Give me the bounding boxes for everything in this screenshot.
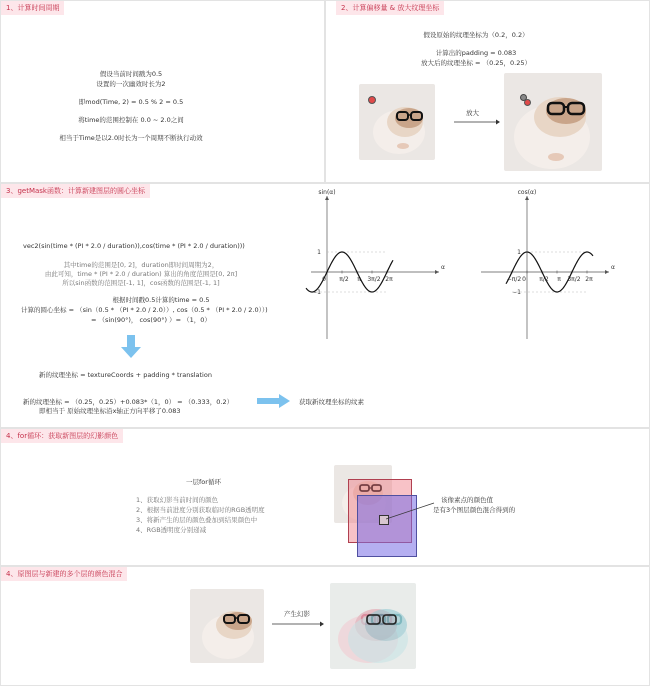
sec5-arrow-label: 产生幻影	[284, 610, 310, 618]
y-axis-label: cos(α)	[517, 189, 537, 196]
x-tick-label: 2π	[385, 276, 393, 283]
y-tick-label: −1	[312, 289, 321, 296]
sample-point-red	[368, 96, 376, 104]
x-tick-label: 2π	[585, 276, 593, 283]
x-tick-label: 3π/2	[567, 276, 581, 283]
x-tick-label: π	[357, 276, 361, 283]
hamster-image-zoomed	[504, 73, 602, 171]
callout-line	[386, 501, 436, 521]
sec3-note3: 所以sin函数的范围是[-1, 1]，cos函数的范围是[-1, 1]	[62, 279, 220, 287]
section-5-panel	[0, 566, 650, 686]
y-tick-label: 1	[317, 249, 321, 256]
x-tick-label: 0	[522, 276, 526, 283]
section-3-title: 3、getMask函数：计算新建图层的圆心坐标	[1, 184, 150, 198]
sec1-line1: 假设当前时间戳为0.5	[99, 70, 163, 78]
sec1-line5: 相当于Time是以2.0时长为一个周期不断执行动效	[59, 134, 203, 142]
sec3-calc1: 根据时间戳0.5计算的time = 0.5	[112, 296, 210, 304]
sec3-tex1: 新的纹理坐标 = textureCoords + padding * translation	[39, 371, 212, 379]
x-tick-label: 3π/2	[367, 276, 381, 283]
x-axis-arrow	[605, 270, 609, 274]
sec2-arrow-label: 放大	[466, 109, 479, 117]
arrow-right-icon	[454, 119, 500, 125]
sec3-tex2: 新的纹理坐标 = （0.25，0.25）+0.083*（1，0） = （0.333，0.2）	[23, 398, 234, 406]
section-2-panel	[325, 0, 650, 183]
x-axis-label: α	[441, 264, 445, 271]
sec4-step-2: 2、根据当前进度分别获取临时的RGB透明度	[136, 506, 265, 514]
x-tick-label: 0	[322, 276, 326, 283]
sec3-note1: 其中time的范围是[0, 2]，duration即时间周期为2，	[63, 261, 219, 269]
arrow-right-blue-icon	[257, 394, 291, 408]
sec3-calc3: = （sin(90°)， cos(90°) ）= （1，0）	[91, 316, 211, 324]
sample-point-red-zoomed	[524, 99, 531, 106]
sec4-step-3: 3、将新产生的层的颜色叠加到结果颜色中	[136, 516, 258, 524]
sec2-line2: 计算出的padding = 0.083	[435, 49, 517, 57]
y-tick-label: 1	[517, 249, 521, 256]
sec3-tex3: 即相当于 原始纹理坐标沿x轴正方向平移了0.083	[39, 407, 181, 415]
section-2-title: 2、计算偏移量 & 放大纹理坐标	[336, 1, 444, 15]
sec1-line2: 设置的一次幽效时长为2	[96, 80, 166, 88]
section-4-panel	[0, 428, 650, 566]
sec2-line3: 放大后的纹理坐标 = （0.25，0.25）	[420, 59, 532, 67]
sec4-step-4: 4、RGB透明度分别递减	[136, 526, 207, 534]
arrow-down-icon	[120, 335, 142, 359]
sec3-formula: vec2(sin(time * (PI * 2.0 / duration)),cos(time * (PI * 2.0 / duration)))	[23, 242, 245, 250]
arrow-right-icon-2	[272, 621, 324, 627]
x-tick-label: π/2	[339, 276, 349, 283]
hamster-image-ghosted	[330, 583, 416, 669]
section-1-panel	[0, 0, 325, 183]
x-tick-label: π	[557, 276, 561, 283]
sec2-line1: 假设原始的纹理坐标为（0.2，0.2）	[423, 31, 529, 39]
sec3-result: 获取新纹理坐标的纹素	[299, 398, 364, 406]
sec3-calc2: 计算的圆心坐标 = （sin（0.5 * （PI * 2.0 / 2.0））, cos（0.5 * （PI * 2.0 / 2.0））)	[21, 306, 268, 314]
sec4-callout2: 是有3个图层颜色混合得到的	[433, 506, 516, 514]
sec3-note2: 由此可知，time * (PI * 2.0 / duration) 算出的角度范围是[0, 2π]	[44, 270, 238, 278]
sec4-heading: 一层for循环	[186, 478, 221, 486]
x-tick-label: −π/2	[506, 276, 522, 283]
sec1-line3: 即mod(Time, 2) = 0.5 % 2 = 0.5	[78, 98, 184, 106]
x-axis-arrow	[435, 270, 439, 274]
y-tick-label: −1	[512, 289, 521, 296]
section-5-title: 4、原图层与新建的多个层的颜色混合	[1, 567, 127, 581]
cos-chart	[471, 184, 621, 344]
sec1-line4: 将time的范围控制在 0.0 ~ 2.0之间	[78, 116, 184, 124]
x-tick-label: π/2	[539, 276, 549, 283]
section-4-title: 4、for循环：获取新图层的幻影颜色	[1, 429, 123, 443]
y-axis-arrow	[525, 196, 529, 200]
sec4-step-1: 1、获取幻影当前时间的颜色	[136, 496, 219, 504]
y-axis-arrow	[325, 196, 329, 200]
x-axis-label: α	[611, 264, 615, 271]
sec4-callout1: 该像素点的颜色值	[441, 496, 493, 504]
hamster-image-source	[190, 589, 264, 663]
section-1-title: 1、计算时间周期	[1, 1, 64, 15]
section-3-panel	[0, 183, 650, 428]
y-axis-label: sin(α)	[318, 189, 336, 196]
sin-chart	[301, 184, 451, 344]
